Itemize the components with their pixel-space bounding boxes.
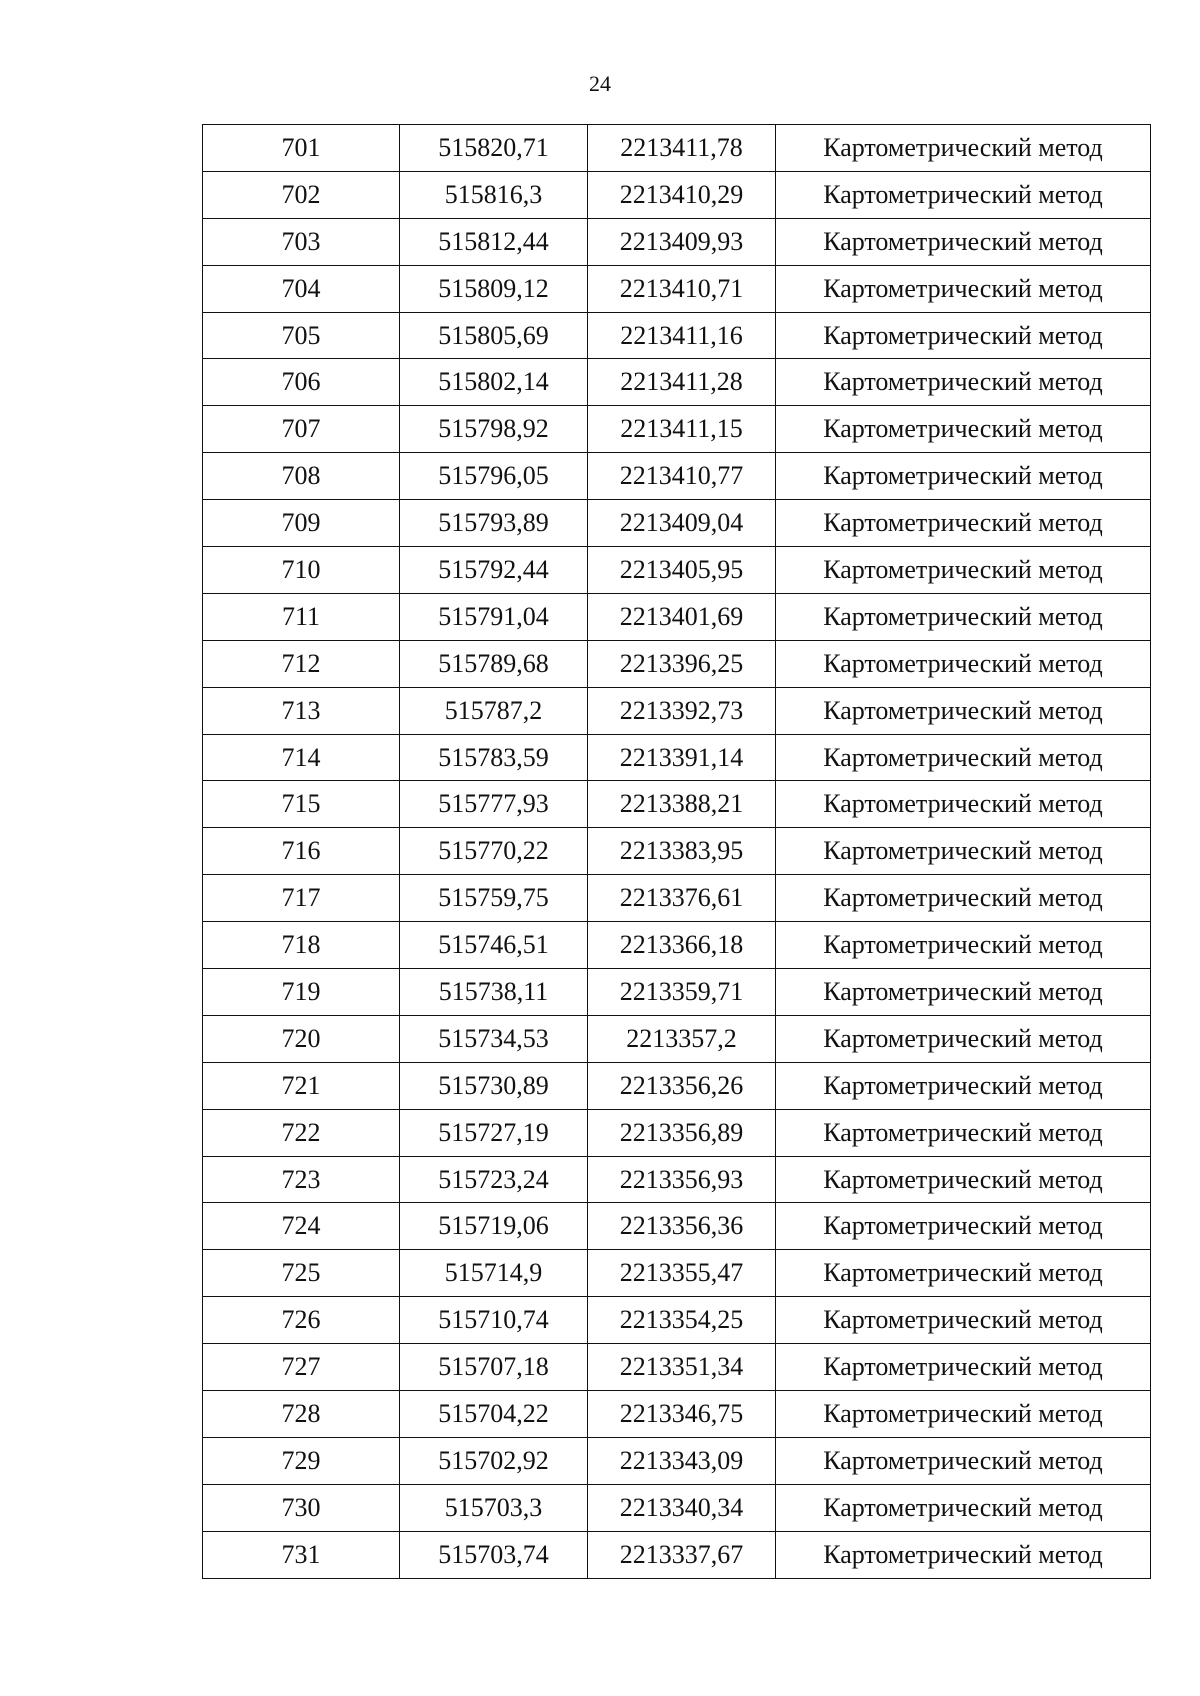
point-number-cell: 720: [203, 1015, 400, 1062]
table-row: [203, 687, 1151, 734]
y-coordinate-cell: 2213391,14: [588, 734, 776, 781]
x-coordinate-cell: 515816,3: [400, 171, 588, 218]
y-coordinate-cell: 2213411,16: [588, 312, 776, 359]
point-number-cell: 723: [203, 1156, 400, 1203]
method-cell: Картометрический метод: [776, 406, 1151, 453]
point-number-cell: 706: [203, 359, 400, 406]
x-coordinate-cell: 515802,14: [400, 359, 588, 406]
point-number-cell: 722: [203, 1109, 400, 1156]
table-row: [203, 406, 1151, 453]
point-number-cell: 717: [203, 875, 400, 922]
point-number-cell: 731: [203, 1531, 400, 1578]
x-coordinate-cell: 515793,89: [400, 500, 588, 547]
point-number-cell: 704: [203, 265, 400, 312]
method-cell: Картометрический метод: [776, 265, 1151, 312]
x-coordinate-cell: 515703,74: [400, 1531, 588, 1578]
y-coordinate-cell: 2213409,93: [588, 218, 776, 265]
method-cell: Картометрический метод: [776, 1531, 1151, 1578]
table-row: [203, 781, 1151, 828]
x-coordinate-cell: 515770,22: [400, 828, 588, 875]
method-cell: Картометрический метод: [776, 781, 1151, 828]
x-coordinate-cell: 515746,51: [400, 922, 588, 969]
x-coordinate-cell: 515796,05: [400, 453, 588, 500]
table-row: [203, 125, 1151, 172]
x-coordinate-cell: 515734,53: [400, 1015, 588, 1062]
point-number-cell: 709: [203, 500, 400, 547]
y-coordinate-cell: 2213396,25: [588, 640, 776, 687]
point-number-cell: 701: [203, 125, 400, 172]
y-coordinate-cell: 2213405,95: [588, 547, 776, 594]
y-coordinate-cell: 2213410,77: [588, 453, 776, 500]
y-coordinate-cell: 2213411,15: [588, 406, 776, 453]
y-coordinate-cell: 2213357,2: [588, 1015, 776, 1062]
point-number-cell: 714: [203, 734, 400, 781]
table-row: [203, 875, 1151, 922]
method-cell: Картометрический метод: [776, 125, 1151, 172]
table-row: [203, 640, 1151, 687]
point-number-cell: 729: [203, 1437, 400, 1484]
x-coordinate-cell: 515738,11: [400, 969, 588, 1016]
method-cell: Картометрический метод: [776, 1437, 1151, 1484]
point-number-cell: 726: [203, 1297, 400, 1344]
method-cell: Картометрический метод: [776, 1156, 1151, 1203]
point-number-cell: 702: [203, 171, 400, 218]
y-coordinate-cell: 2213356,93: [588, 1156, 776, 1203]
x-coordinate-cell: 515710,74: [400, 1297, 588, 1344]
method-cell: Картометрический метод: [776, 171, 1151, 218]
x-coordinate-cell: 515783,59: [400, 734, 588, 781]
x-coordinate-cell: 515719,06: [400, 1203, 588, 1250]
method-cell: Картометрический метод: [776, 1203, 1151, 1250]
method-cell: Картометрический метод: [776, 593, 1151, 640]
method-cell: Картометрический метод: [776, 1250, 1151, 1297]
table-row: [203, 1297, 1151, 1344]
table-row: [203, 1391, 1151, 1438]
method-cell: Картометрический метод: [776, 500, 1151, 547]
method-cell: Картометрический метод: [776, 828, 1151, 875]
y-coordinate-cell: 2213411,78: [588, 125, 776, 172]
y-coordinate-cell: 2213401,69: [588, 593, 776, 640]
x-coordinate-cell: 515759,75: [400, 875, 588, 922]
table-row: [203, 1531, 1151, 1578]
method-cell: Картометрический метод: [776, 1344, 1151, 1391]
table-row: [203, 500, 1151, 547]
table-row: [203, 593, 1151, 640]
method-cell: Картометрический метод: [776, 359, 1151, 406]
x-coordinate-cell: 515787,2: [400, 687, 588, 734]
table-row: [203, 1484, 1151, 1531]
method-cell: Картометрический метод: [776, 218, 1151, 265]
page-number: 24: [589, 71, 611, 96]
point-number-cell: 730: [203, 1484, 400, 1531]
coordinates-table-body: [203, 125, 1151, 1579]
method-cell: Картометрический метод: [776, 969, 1151, 1016]
point-number-cell: 715: [203, 781, 400, 828]
y-coordinate-cell: 2213356,36: [588, 1203, 776, 1250]
point-number-cell: 716: [203, 828, 400, 875]
table-row: [203, 453, 1151, 500]
method-cell: Картометрический метод: [776, 687, 1151, 734]
y-coordinate-cell: 2213366,18: [588, 922, 776, 969]
y-coordinate-cell: 2213354,25: [588, 1297, 776, 1344]
method-cell: Картометрический метод: [776, 922, 1151, 969]
y-coordinate-cell: 2213410,29: [588, 171, 776, 218]
method-cell: Картометрический метод: [776, 547, 1151, 594]
y-coordinate-cell: 2213411,28: [588, 359, 776, 406]
y-coordinate-cell: 2213409,04: [588, 500, 776, 547]
y-coordinate-cell: 2213346,75: [588, 1391, 776, 1438]
method-cell: Картометрический метод: [776, 1297, 1151, 1344]
table-row: [203, 1015, 1151, 1062]
y-coordinate-cell: 2213356,26: [588, 1062, 776, 1109]
x-coordinate-cell: 515820,71: [400, 125, 588, 172]
method-cell: Картометрический метод: [776, 1484, 1151, 1531]
x-coordinate-cell: 515789,68: [400, 640, 588, 687]
y-coordinate-cell: 2213392,73: [588, 687, 776, 734]
table-row: [203, 1250, 1151, 1297]
method-cell: Картометрический метод: [776, 875, 1151, 922]
method-cell: Картометрический метод: [776, 312, 1151, 359]
x-coordinate-cell: 515702,92: [400, 1437, 588, 1484]
y-coordinate-cell: 2213337,67: [588, 1531, 776, 1578]
x-coordinate-cell: 515809,12: [400, 265, 588, 312]
table-row: [203, 218, 1151, 265]
x-coordinate-cell: 515704,22: [400, 1391, 588, 1438]
x-coordinate-cell: 515792,44: [400, 547, 588, 594]
y-coordinate-cell: 2213388,21: [588, 781, 776, 828]
table-row: [203, 171, 1151, 218]
table-row: [203, 1344, 1151, 1391]
point-number-cell: 711: [203, 593, 400, 640]
point-number-cell: 718: [203, 922, 400, 969]
table-row: [203, 1109, 1151, 1156]
table-row: [203, 1156, 1151, 1203]
point-number-cell: 725: [203, 1250, 400, 1297]
table-row: [203, 828, 1151, 875]
x-coordinate-cell: 515798,92: [400, 406, 588, 453]
x-coordinate-cell: 515723,24: [400, 1156, 588, 1203]
point-number-cell: 705: [203, 312, 400, 359]
point-number-cell: 727: [203, 1344, 400, 1391]
method-cell: Картометрический метод: [776, 640, 1151, 687]
table-row: [203, 312, 1151, 359]
table-row: [203, 1437, 1151, 1484]
point-number-cell: 728: [203, 1391, 400, 1438]
point-number-cell: 713: [203, 687, 400, 734]
x-coordinate-cell: 515727,19: [400, 1109, 588, 1156]
point-number-cell: 708: [203, 453, 400, 500]
x-coordinate-cell: 515703,3: [400, 1484, 588, 1531]
x-coordinate-cell: 515730,89: [400, 1062, 588, 1109]
point-number-cell: 719: [203, 969, 400, 1016]
table-row: [203, 359, 1151, 406]
table-row: [203, 922, 1151, 969]
x-coordinate-cell: 515777,93: [400, 781, 588, 828]
y-coordinate-cell: 2213343,09: [588, 1437, 776, 1484]
table-row: [203, 969, 1151, 1016]
x-coordinate-cell: 515707,18: [400, 1344, 588, 1391]
method-cell: Картометрический метод: [776, 1391, 1151, 1438]
point-number-cell: 703: [203, 218, 400, 265]
table-row: [203, 1203, 1151, 1250]
table-row: [203, 265, 1151, 312]
y-coordinate-cell: 2213356,89: [588, 1109, 776, 1156]
point-number-cell: 724: [203, 1203, 400, 1250]
x-coordinate-cell: 515805,69: [400, 312, 588, 359]
table-row: [203, 547, 1151, 594]
point-number-cell: 721: [203, 1062, 400, 1109]
method-cell: Картометрический метод: [776, 734, 1151, 781]
point-number-cell: 710: [203, 547, 400, 594]
y-coordinate-cell: 2213351,34: [588, 1344, 776, 1391]
y-coordinate-cell: 2213355,47: [588, 1250, 776, 1297]
y-coordinate-cell: 2213340,34: [588, 1484, 776, 1531]
method-cell: Картометрический метод: [776, 1062, 1151, 1109]
x-coordinate-cell: 515714,9: [400, 1250, 588, 1297]
y-coordinate-cell: 2213376,61: [588, 875, 776, 922]
method-cell: Картометрический метод: [776, 1109, 1151, 1156]
point-number-cell: 712: [203, 640, 400, 687]
y-coordinate-cell: 2213383,95: [588, 828, 776, 875]
point-number-cell: 707: [203, 406, 400, 453]
table-row: [203, 734, 1151, 781]
coordinates-table: [202, 124, 1151, 1579]
method-cell: Картометрический метод: [776, 453, 1151, 500]
method-cell: Картометрический метод: [776, 1015, 1151, 1062]
y-coordinate-cell: 2213359,71: [588, 969, 776, 1016]
x-coordinate-cell: 515791,04: [400, 593, 588, 640]
x-coordinate-cell: 515812,44: [400, 218, 588, 265]
y-coordinate-cell: 2213410,71: [588, 265, 776, 312]
table-row: [203, 1062, 1151, 1109]
